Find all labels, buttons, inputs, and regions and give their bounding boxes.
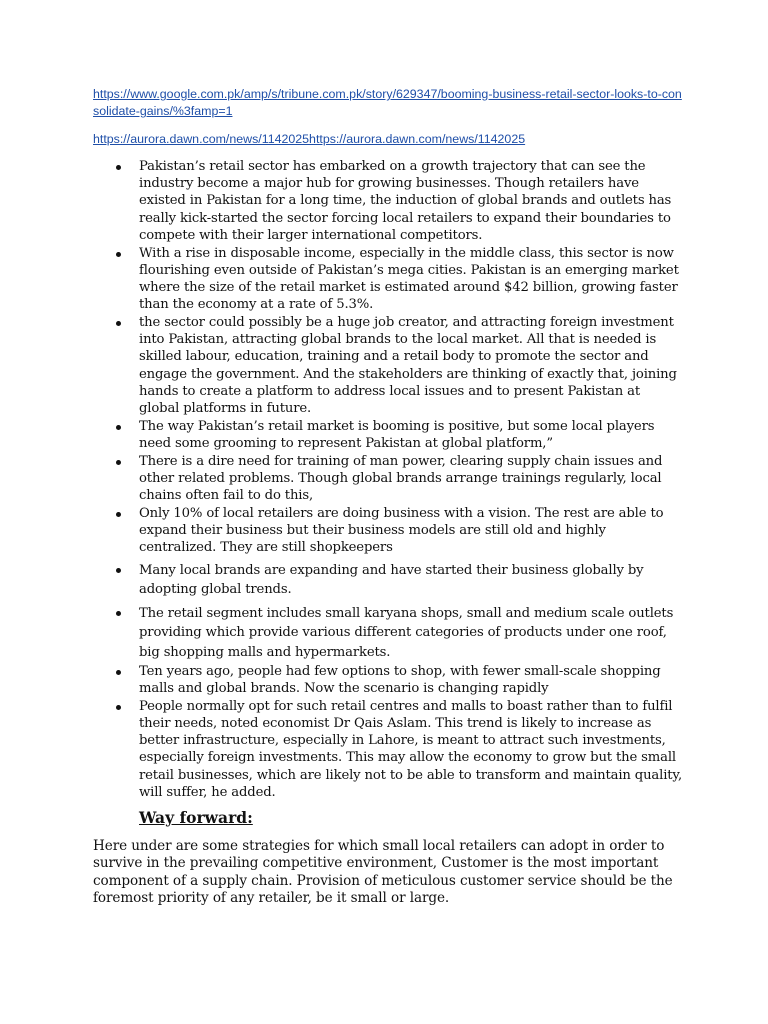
list-item	[93, 604, 683, 663]
list-item	[93, 158, 683, 244]
list-item-text: Many local brands are expanding and have started their business globally by adopting global trends.	[139, 562, 644, 598]
list-item-text: the sector could possibly be a huge job creator, and attracting foreign investment into Pakistan, attracting global brands to the local market. All that is needed is skilled labour, education, training and a retail body to promote the sector and engage the government. And the stakeholders are thinking of exactly that, joining hands to create a platform to address local issues and to present Pakistan at global platforms in future.	[139, 315, 677, 417]
bullet-icon	[116, 321, 121, 326]
source-link-aurora[interactable]: https://aurora.dawn.com/news/1142025https://aurora.dawn.com/news/1142025	[93, 132, 526, 146]
bullet-icon	[116, 460, 121, 465]
bullet-icon	[116, 512, 121, 517]
list-item-text: The way Pakistan’s retail market is booming is positive, but some local players need some grooming to represent Pakistan at global platform,”	[139, 418, 655, 452]
closing-paragraph: Here under are some strategies for which small local retailers can adopt in order to survive in the prevailing competitive environment, Customer is the most important component of a supply chain. Provision of meticulous customer service should be the foremost priority of any retailer, be it small or large.	[93, 838, 673, 907]
bullet-icon	[116, 252, 121, 257]
list-item	[93, 418, 683, 452]
list-item	[93, 663, 683, 697]
bullet-icon	[116, 568, 121, 573]
list-item	[93, 453, 683, 505]
bullet-icon	[116, 611, 121, 616]
list-item	[93, 314, 683, 417]
list-item-text: Ten years ago, people had few options to shop, with fewer small-scale shopping malls and global brands. Now the scenario is changing rapidly	[139, 663, 661, 696]
list-item	[93, 698, 683, 801]
source-link-tribune[interactable]: https://www.google.com.pk/amp/s/tribune.com.pk/story/629347/booming-business-retail-sector-looks-to-consolidate-gains/%3famp=1	[93, 87, 682, 118]
bullet-list	[93, 158, 683, 802]
list-item-text: Pakistan’s retail sector has embarked on a growth trajectory that can see the industry become a major hub for growing businesses. Though retailers have existed in Pakistan for a long time, the induction of global brands and outlets has really kick-started the sector forcing local retailers to expand their boundaries to compete with their larger international competitors.	[139, 159, 672, 243]
list-item	[93, 505, 683, 557]
list-item	[93, 245, 683, 314]
bullet-icon	[116, 425, 121, 430]
bullet-icon	[116, 705, 121, 710]
list-item-text: People normally opt for such retail centres and malls to boast rather than to fulfil their needs, noted economist Dr Qais Aslam. This trend is likely to increase as better infrastructure, especially in Lahore, is meant to attract such investments, especially foreign investments. This may allow the economy to grow but the small retail businesses, which are likely not to be able to transform and maintain quality, will suffer, he added.	[139, 698, 683, 800]
list-item-text: With a rise in disposable income, especially in the middle class, this sector is now flourishing even outside of Pakistan’s mega cities. Pakistan is an emerging market where the size of the retail market is estimated around $42 billion, growing faster than the economy at a rate of 5.3%.	[139, 245, 679, 313]
section-heading: Way forward:	[139, 808, 253, 827]
bullet-icon	[116, 165, 121, 170]
bullet-icon	[116, 670, 121, 675]
list-item-text: Only 10% of local retailers are doing business with a vision. The rest are able to expand their business but their business models are still old and highly centralized. They are still shopkeepers	[139, 506, 664, 556]
list-item	[93, 561, 683, 600]
list-item-text: The retail segment includes small karyana shops, small and medium scale outlets providing which provide various different categories of products under one roof, big shopping malls and hypermarkets.	[139, 605, 674, 660]
list-item-text: There is a dire need for training of man power, clearing supply chain issues and other related problems. Though global brands arrange trainings regularly, local chains often fail to do this,	[139, 453, 663, 504]
